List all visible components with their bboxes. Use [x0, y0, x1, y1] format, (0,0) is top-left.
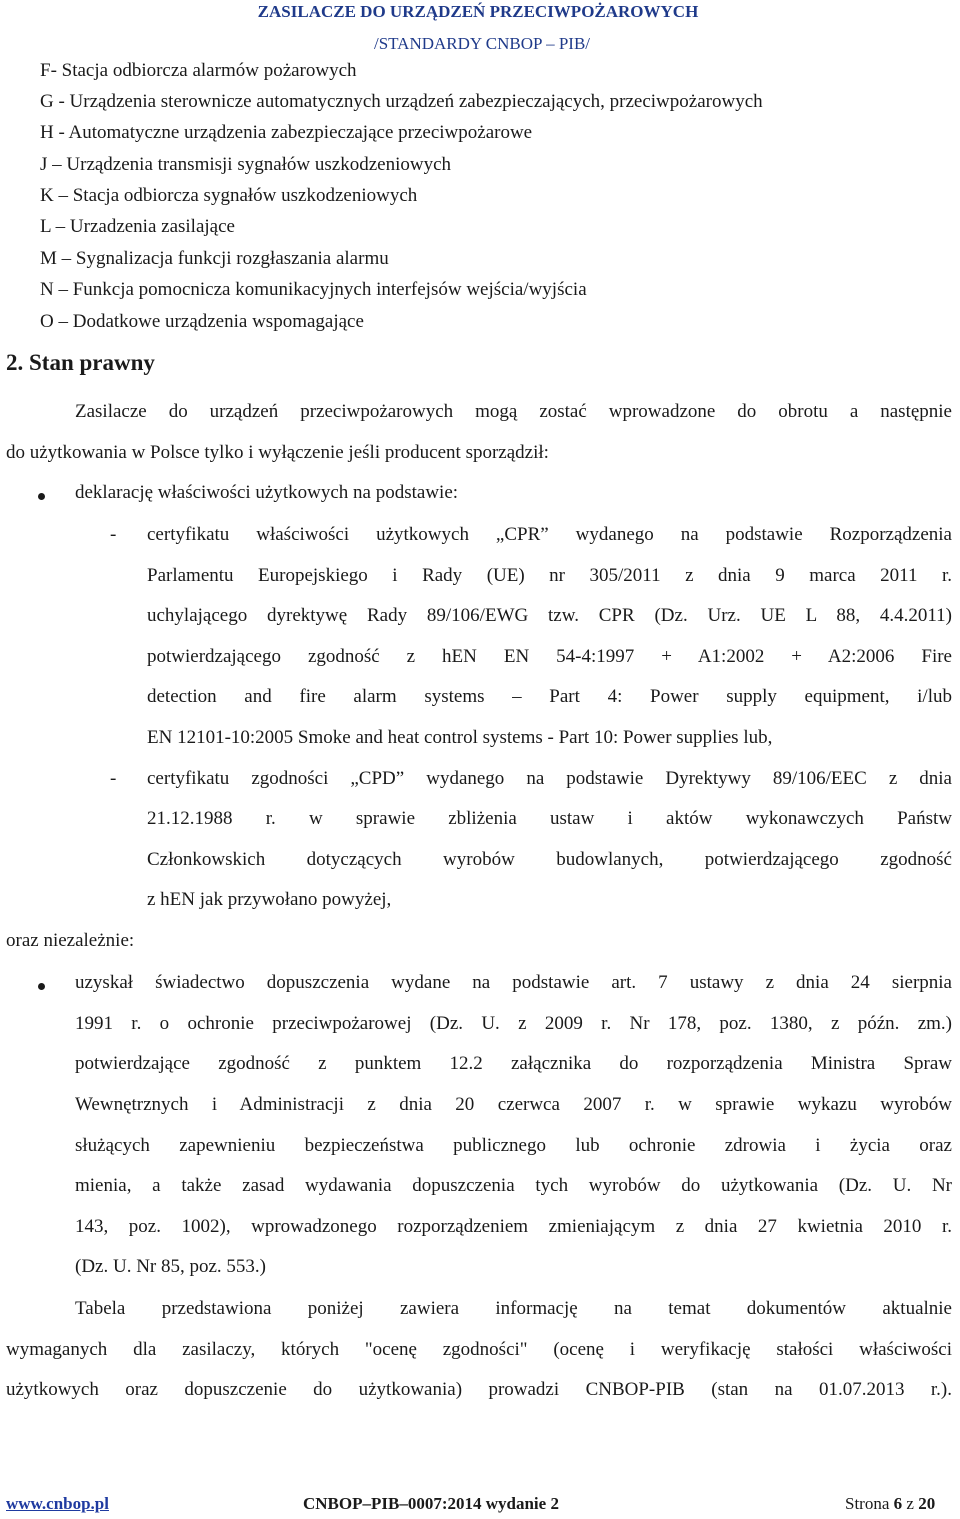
bullet-icon [38, 983, 45, 990]
list-item: F- Stacja odbiorcza alarmów pożarowych [40, 60, 357, 81]
list-item: J – Urządzenia transmisji sygnałów uszkodzeniowych [40, 154, 452, 175]
list-item: M – Sygnalizacja funkcji rozgłaszania alarmu [40, 248, 389, 269]
dash-item-line: z hEN jak przywołano powyżej, [147, 889, 392, 910]
table-note-line: Tabela przedstawiona poniżej zawiera informację na temat dokumentów aktualnie [75, 1298, 952, 1319]
dash-item-line: Członkowskich dotyczących wyrobów budowlanych, potwierdzającego zgodność [147, 849, 952, 870]
page-header-title: ZASILACZE DO URZĄDZEŃ PRZECIWPOŻAROWYCH [257, 2, 699, 21]
list-item: H - Automatyczne urządzenia zabezpieczające przeciwpożarowe [40, 122, 533, 143]
section-heading: 2. Stan prawny [6, 350, 155, 375]
dash-item-line: EN 12101-10:2005 Smoke and heat control systems - Part 10: Power supplies lub, [147, 727, 773, 748]
footer-document-id: CNBOP–PIB–0007:2014 wydanie 2 [303, 1494, 559, 1513]
dash-item-line: Parlamentu Europejskiego i Rady (UE) nr 305/2011 z dnia 9 marca 2011 r. [147, 565, 952, 586]
dash-item-line: detection and fire alarm systems – Part 4: Power supply equipment, i/lub [147, 686, 952, 707]
page-header-subtitle: /STANDARDY CNBOP – PIB/ [373, 34, 591, 53]
bullet-icon [38, 493, 45, 500]
dash-marker: - [110, 768, 117, 789]
list-item: O – Dodatkowe urządzenia wspomagające [40, 311, 364, 332]
oraz-label: oraz niezależnie: [6, 930, 135, 951]
bullet-line: uzyskał świadectwo dopuszczenia wydane na podstawie art. 7 ustawy z dnia 24 sierpnia [75, 972, 952, 993]
intro-line-2: do użytkowania w Polsce tylko i wyłączenie jeśli producent sporządził: [6, 442, 549, 463]
table-note-line: wymaganych dla zasilaczy, których "ocenę zgodności" (ocenę i weryfikację stałości właściwości [6, 1339, 952, 1360]
list-item: K – Stacja odbiorcza sygnałów uszkodzeniowych [40, 185, 418, 206]
bullet-line: 143, poz. 1002), wprowadzonego rozporządzeniem zmieniającym z dnia 27 kwietnia 2010 r. [75, 1216, 952, 1237]
dash-item-line: certyfikatu właściwości użytkowych „CPR” wydanego na podstawie Rozporządzenia [147, 524, 952, 545]
footer-page-number: Strona 6 z 20 [845, 1494, 936, 1513]
dash-item-line: potwierdzającego zgodność z hEN EN 54-4:1997 + A1:2002 + A2:2006 Fire [147, 646, 952, 667]
table-note-line: użytkowych oraz dopuszczenie do użytkowania) prowadzi CNBOP-PIB (stan na 01.07.2013 r.). [6, 1379, 952, 1400]
bullet-line: Wewnętrznych i Administracji z dnia 20 czerwca 2007 r. w sprawie wykazu wyrobów [75, 1094, 952, 1115]
dash-marker: - [110, 524, 117, 545]
bullet-line: (Dz. U. Nr 85, poz. 553.) [75, 1256, 267, 1277]
list-item: L – Urzadzenia zasilające [40, 216, 235, 237]
bullet-line: potwierdzające zgodność z punktem 12.2 załącznika do rozporządzenia Ministra Spraw [75, 1053, 952, 1074]
bullet-text: deklarację właściwości użytkowych na podstawie: [75, 482, 459, 503]
dash-item-line: certyfikatu zgodności „CPD” wydanego na podstawie Dyrektywy 89/106/EEC z dnia [147, 768, 952, 789]
footer-website-link[interactable]: www.cnbop.pl [6, 1494, 109, 1513]
bullet-line: służących zapewnieniu bezpieczeństwa publicznego lub ochronie zdrowia i życia oraz [75, 1135, 952, 1156]
bullet-line: 1991 r. o ochronie przeciwpożarowej (Dz. U. z 2009 r. Nr 178, poz. 1380, z późn. zm.) [75, 1013, 952, 1034]
dash-item-line: uchylającego dyrektywę Rady 89/106/EWG tzw. CPR (Dz. Urz. UE L 88, 4.4.2011) [147, 605, 952, 626]
intro-line-1: Zasilacze do urządzeń przeciwpożarowych mogą zostać wprowadzone do obrotu a następnie [75, 401, 952, 422]
bullet-line: mienia, a także zasad wydawania dopuszczenia tych wyrobów do użytkowania (Dz. U. Nr [75, 1175, 952, 1196]
dash-item-line: 21.12.1988 r. w sprawie zbliżenia ustaw i aktów wykonawczych Państw [147, 808, 952, 829]
list-item: N – Funkcja pomocnicza komunikacyjnych interfejsów wejścia/wyjścia [40, 279, 587, 300]
list-item: G - Urządzenia sterownicze automatycznych urządzeń zabezpieczających, przeciwpożarowych [40, 91, 763, 112]
